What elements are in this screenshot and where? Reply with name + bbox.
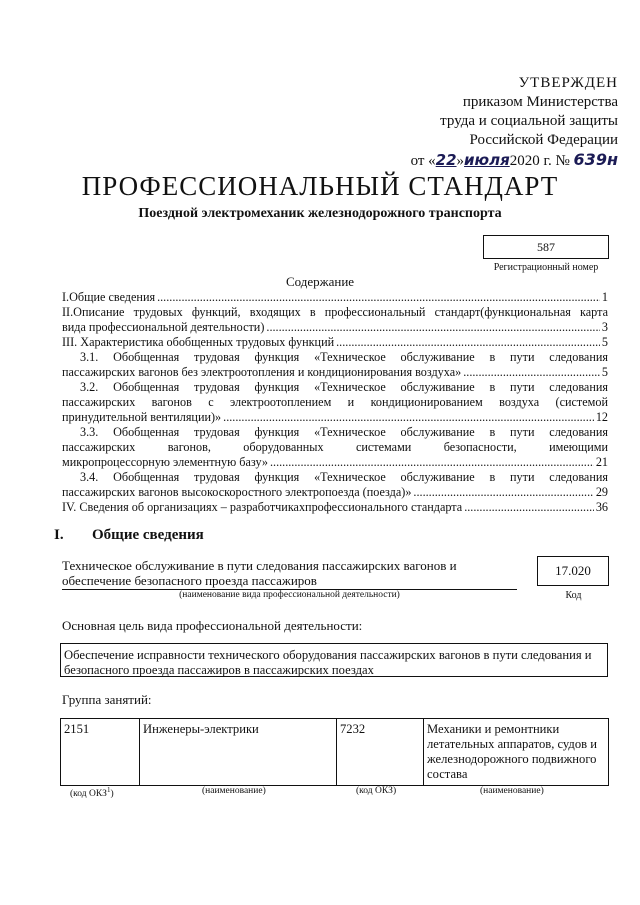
- date-year: 2020 г. №: [509, 153, 570, 169]
- document-subtitle: Поездной электромеханик железнодорожного транспорта: [138, 206, 502, 221]
- date-prefix: от «: [410, 153, 436, 169]
- document-title: ПРОФЕССИОНАЛЬНЫЙ СТАНДАРТ: [81, 171, 559, 201]
- handwritten-order-number: 639н: [573, 150, 618, 169]
- section-title: Общие сведения: [92, 527, 204, 543]
- activity-code-caption: Код: [565, 590, 582, 601]
- approval-block: [398, 74, 618, 171]
- table-of-contents: [62, 290, 608, 515]
- okz-code-cell: 2151: [61, 719, 140, 786]
- okz-code-cell: 7232: [337, 719, 424, 786]
- toc-entry[interactable]: IV. Сведения об организациях – разработчикахпрофессионального стандарта ..... 36: [62, 500, 608, 515]
- table-row: [61, 719, 609, 786]
- activity-name: Техническое обслуживание в пути следования пассажирских вагонов и обеспечение безопасного проезда пассажиров: [62, 558, 457, 588]
- toc-heading: Содержание: [285, 274, 355, 289]
- handwritten-day: 22: [435, 151, 457, 169]
- toc-entry[interactable]: 3.2. Обобщенная трудовая функция «Техническое обслуживание в пути следования пассажирских вагонов с электроотоплением и кондиционированием воздуха (системой принудительной вентиляции)» ..... 12: [62, 380, 608, 425]
- toc-entry[interactable]: III. Характеристика обобщенных трудовых функций ..... 5: [62, 335, 608, 350]
- approval-date-line: [398, 150, 618, 171]
- occupation-group-table: [60, 718, 609, 786]
- approval-line: приказом Министерства: [462, 94, 618, 110]
- approval-line: Российской Федерации: [469, 132, 618, 148]
- group-label: Группа занятий:: [62, 692, 152, 707]
- toc-entry[interactable]: II.Описание трудовых функций, входящих в профессиональный стандарт(функциональная карта вида профессиональной деятельности) ..... 3: [62, 305, 608, 335]
- okz-code-caption: (код ОКЗ): [356, 786, 397, 796]
- goal-box: Обеспечение исправности технического оборудования пассажирских вагонов в пути следования и безопасного проезда пассажиров в пассажирских поездах: [60, 643, 608, 677]
- registration-number-label: Регистрационный номер: [493, 262, 599, 273]
- section-number: I.: [54, 527, 64, 543]
- okz-code-caption: (код ОКЗ$^1$): [70, 786, 114, 800]
- handwritten-month: июля: [464, 151, 510, 169]
- occupation-name-cell: Механики и ремонтники летательных аппаратов, судов и железнодорожного подвижного состава: [424, 719, 609, 786]
- goal-label: Основная цель вида профессиональной деятельности:: [62, 618, 363, 633]
- registration-number-box: 587: [483, 235, 609, 259]
- approval-line: труда и социальной защиты: [440, 113, 618, 129]
- toc-entry[interactable]: I.Общие сведения ..... 1: [62, 290, 608, 305]
- approval-heading: УТВЕРЖДЕН: [518, 75, 618, 91]
- name-caption: (наименование): [202, 786, 266, 796]
- toc-entry[interactable]: 3.1. Обобщенная трудовая функция «Техническое обслуживание в пути следования пассажирских вагонов без электроотопления и кондиционирования воздуха» ..... 5: [62, 350, 608, 380]
- activity-code-box: 17.020: [537, 556, 609, 586]
- name-caption: (наименование): [480, 786, 544, 796]
- date-separator: »: [456, 153, 465, 169]
- toc-entry[interactable]: 3.3. Обобщенная трудовая функция «Техническое обслуживание в пути следования пассажирских вагонов, оборудованных системами безопасности, имеющими микропроцессорную элементную базу» ..... 21: [62, 425, 608, 470]
- occupation-name-cell: Инженеры-электрики: [140, 719, 337, 786]
- toc-entry[interactable]: 3.4. Обобщенная трудовая функция «Техническое обслуживание в пути следования пассажирских вагонов высокоскоростного электропоезда (поезда)» ..... 29: [62, 470, 608, 500]
- activity-caption: (наименование вида профессиональной деятельности): [179, 590, 400, 600]
